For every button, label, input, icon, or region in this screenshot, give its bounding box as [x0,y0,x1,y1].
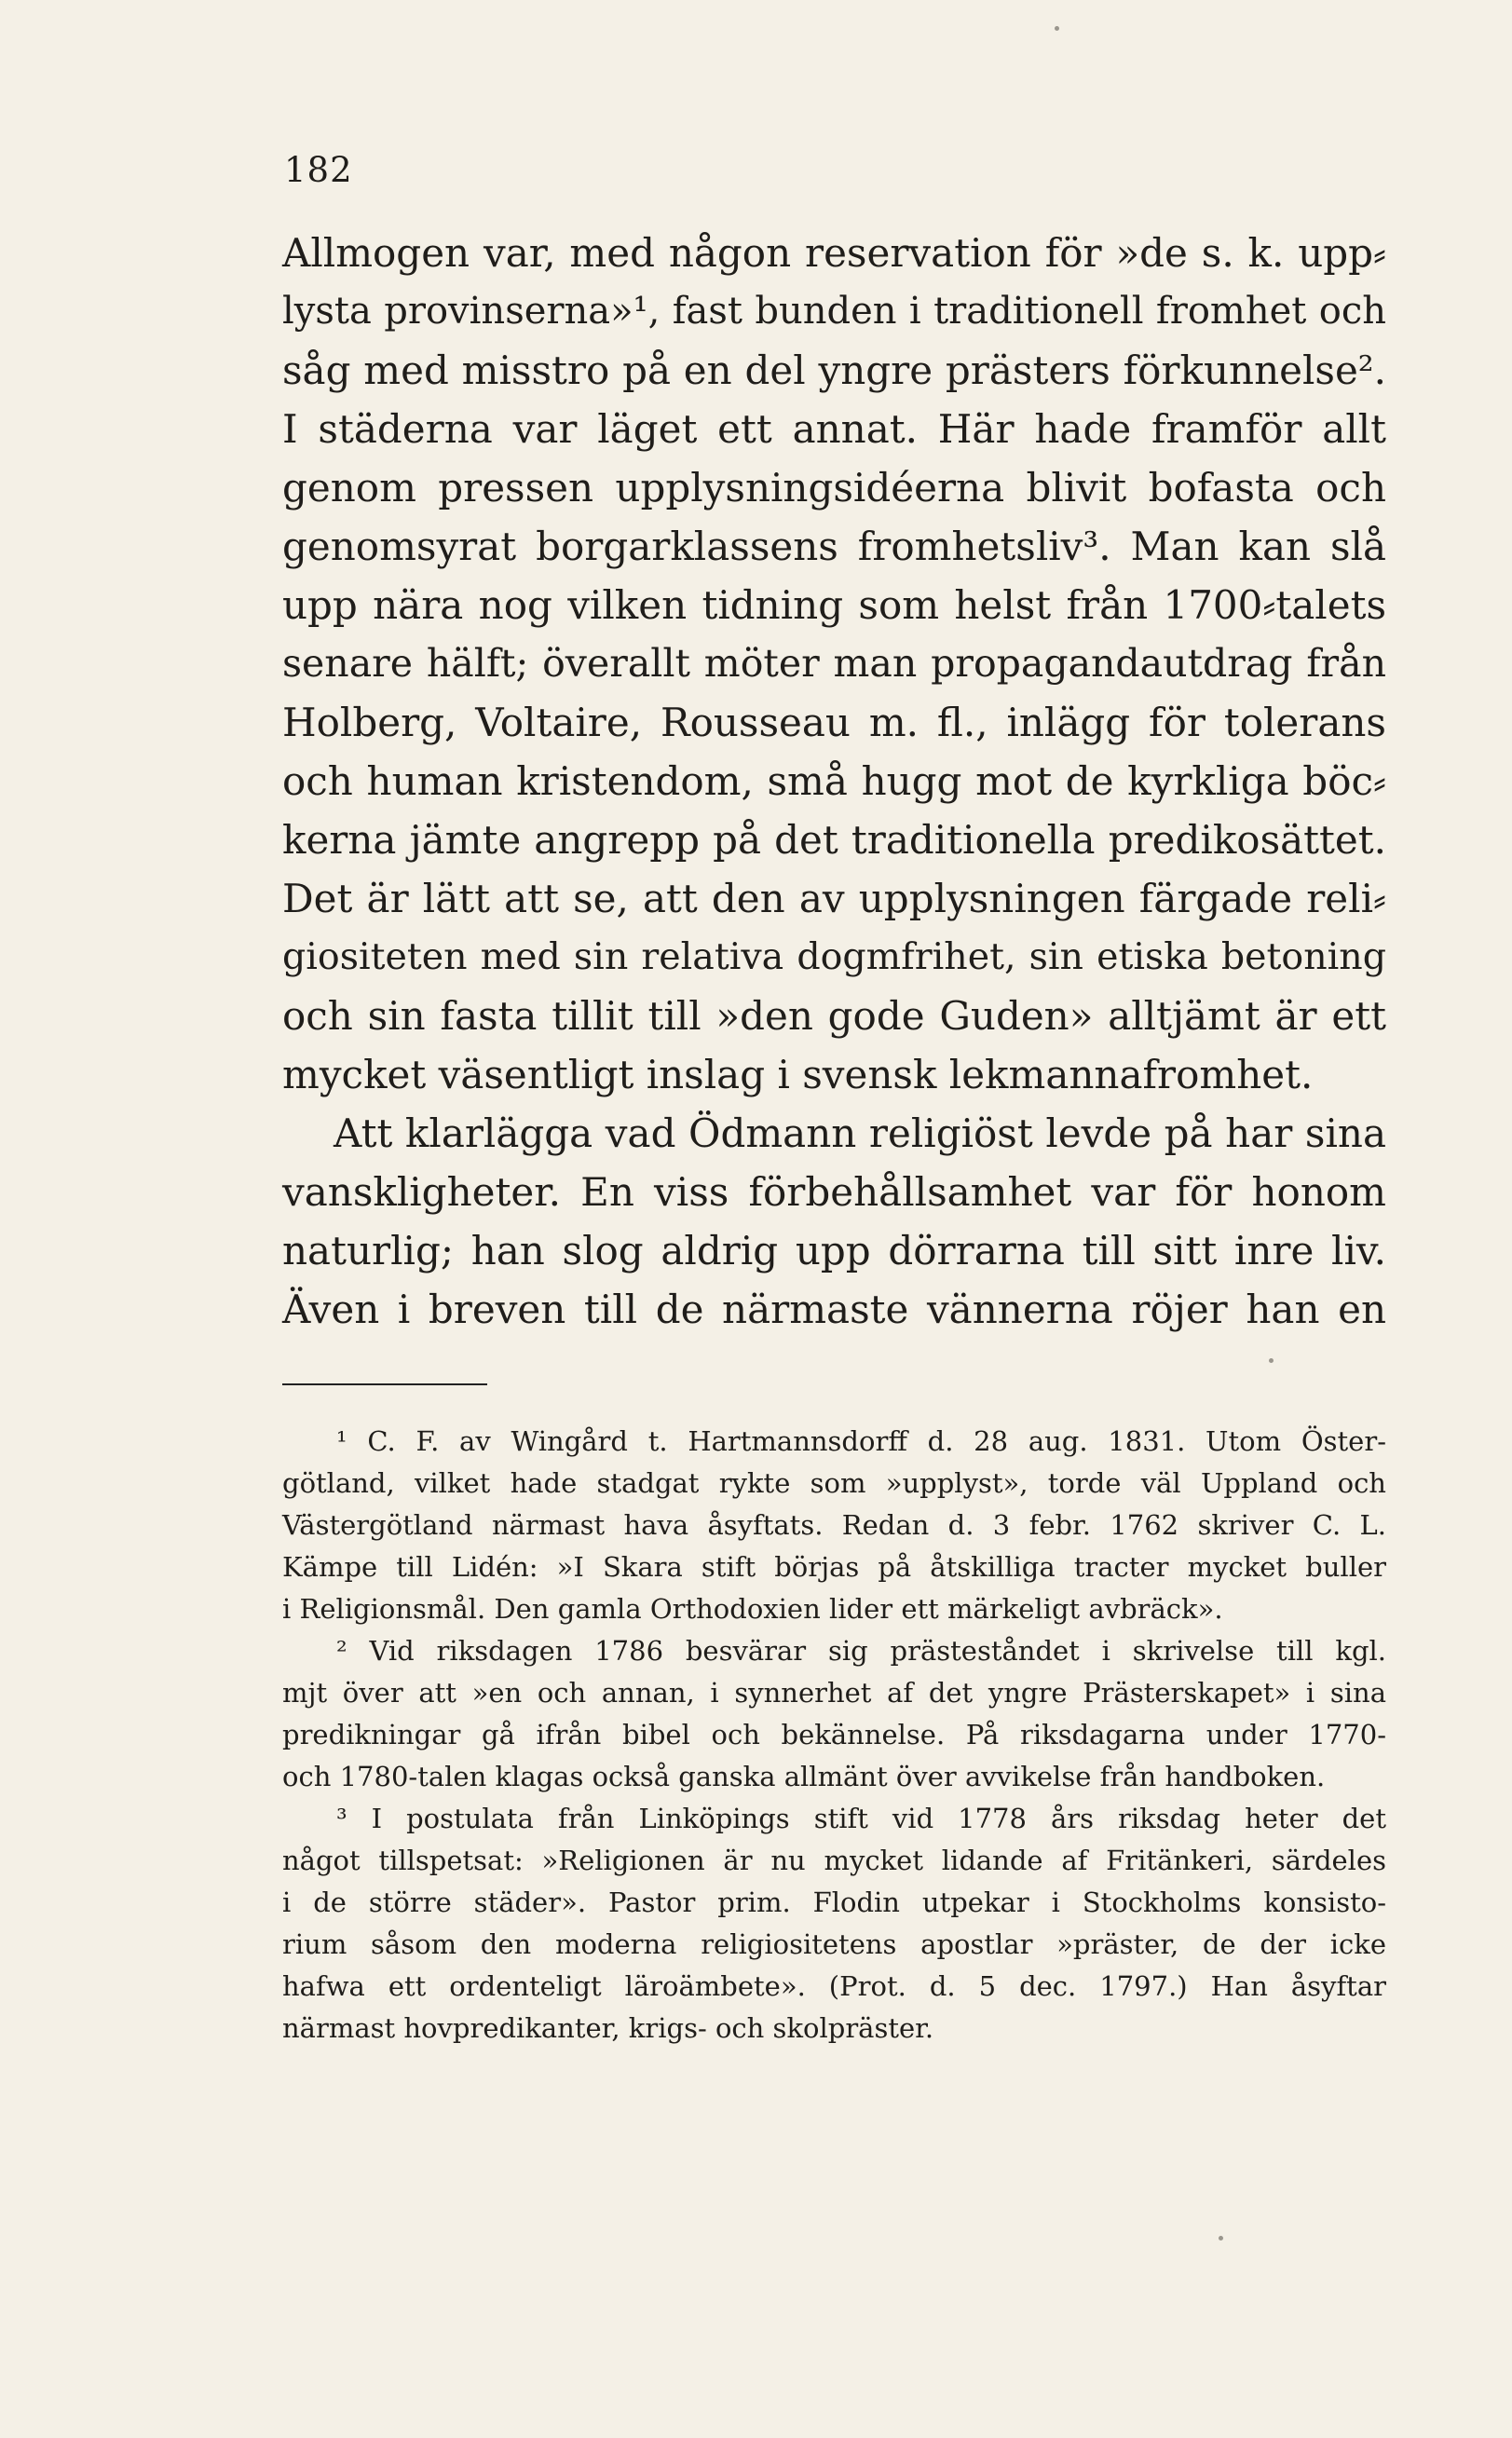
footnote-line: ² Vid riksdagen 1786 besvärar sig prästeståndet i skrivelse till kgl. [336,1635,1386,1667]
footnote-line: mjt över att »en och annan, i synnerhet af det yngre Prästerskapet» i sina [282,1677,1386,1709]
footnote-line: i de större städer». Pastor prim. Flodin utpekar i Stockholms konsisto- [282,1886,1386,1918]
footnote-line: och 1780-talen klagas också ganska allmänt över avvikelse från handboken. [282,1761,1326,1792]
text-line: senare hälft; överallt möter man propagandautdrag från [282,641,1386,686]
footnote-line: götland, vilket hade stadgat rykte som »upplyst», torde väl Uppland och [282,1467,1386,1499]
footnote-separator [282,1383,487,1385]
footnote-line: i Religionsmål. Den gamla Orthodoxien lider ett märkeligt avbräck». [282,1593,1223,1625]
footnote-line: Kämpe till Lidén: »I Skara stift börjas på åtskilliga tracter mycket buller [282,1551,1386,1583]
text-line: Holberg, Voltaire, Rousseau m. fl., inlägg för tolerans [282,700,1386,745]
text-line: genomsyrat borgarklassens fromhetsliv³. Man kan slå [282,524,1386,569]
footnote-line: närmast hovpredikanter, krigs- och skolpräster. [282,2012,934,2044]
footnote-line: något tillspetsat: »Religionen är nu mycket lidande af Fritänkeri, särdeles [282,1845,1386,1876]
text-line: och sin fasta tillit till »den gode Guden» alltjämt är ett [282,993,1386,1039]
main-text [282,224,1386,1339]
footnote-line: ¹ C. F. av Wingård t. Hartmannsdorff d. 28 aug. 1831. Utom Öster- [336,1425,1386,1457]
text-line: naturlig; han slog aldrig upp dörrarna till sitt inre liv. [282,1228,1386,1273]
text-line: Allmogen var, med någon reservation för »de s. k. upp⸗ [282,230,1386,276]
footnote-line: predikningar gå ifrån bibel och bekännelse. På riksdagarna under 1770- [282,1719,1386,1750]
text-line: och human kristendom, små hugg mot de kyrkliga böc⸗ [282,758,1386,804]
text-line: Även i breven till de närmaste vännerna röjer han en [282,1287,1386,1332]
paper-speck [1055,26,1059,31]
text-line: kerna jämte angrepp på det traditionella predikosättet. [282,817,1386,863]
paper-speck [1219,2236,1223,2241]
page-number: 182 [284,150,353,190]
text-line: vanskligheter. En viss förbehållsamhet var för honom [282,1169,1386,1215]
paper-speck [1269,1358,1274,1363]
text-line: giositeten med sin relativa dogmfrihet, sin etiska betoning [282,935,1386,978]
footnotes [282,1421,1386,2050]
text-line: lysta provinserna»¹, fast bunden i traditionell fromhet och [282,290,1386,333]
footnote-line: Västergötland närmast hava åsyftats. Redan d. 3 febr. 1762 skriver C. L. [282,1509,1386,1541]
text-line: mycket väsentligt inslag i svensk lekmannafromhet. [282,1052,1314,1097]
footnote-line: hafwa ett ordenteligt läroämbete». (Prot. d. 5 dec. 1797.) Han åsyftar [282,1970,1386,2002]
text-line: såg med misstro på en del yngre prästers förkunnelse². [282,347,1386,393]
text-line: I städerna var läget ett annat. Här hade framför allt [282,406,1386,452]
text-line: Det är lätt att se, att den av upplysningen färgade reli⸗ [282,876,1386,921]
text-line: genom pressen upplysningsidéerna blivit bofasta och [282,465,1386,511]
text-line: Att klarlägga vad Ödmann religiöst levde på har sina [334,1110,1386,1156]
text-line: upp nära nog vilken tidning som helst från 1700⸗talets [282,582,1386,628]
footnote-line: ³ I postulata från Linköpings stift vid 1778 års riksdag heter det [336,1803,1386,1834]
footnote-line: rium såsom den moderna religiositetens apostlar »präster, de der icke [282,1928,1386,1960]
